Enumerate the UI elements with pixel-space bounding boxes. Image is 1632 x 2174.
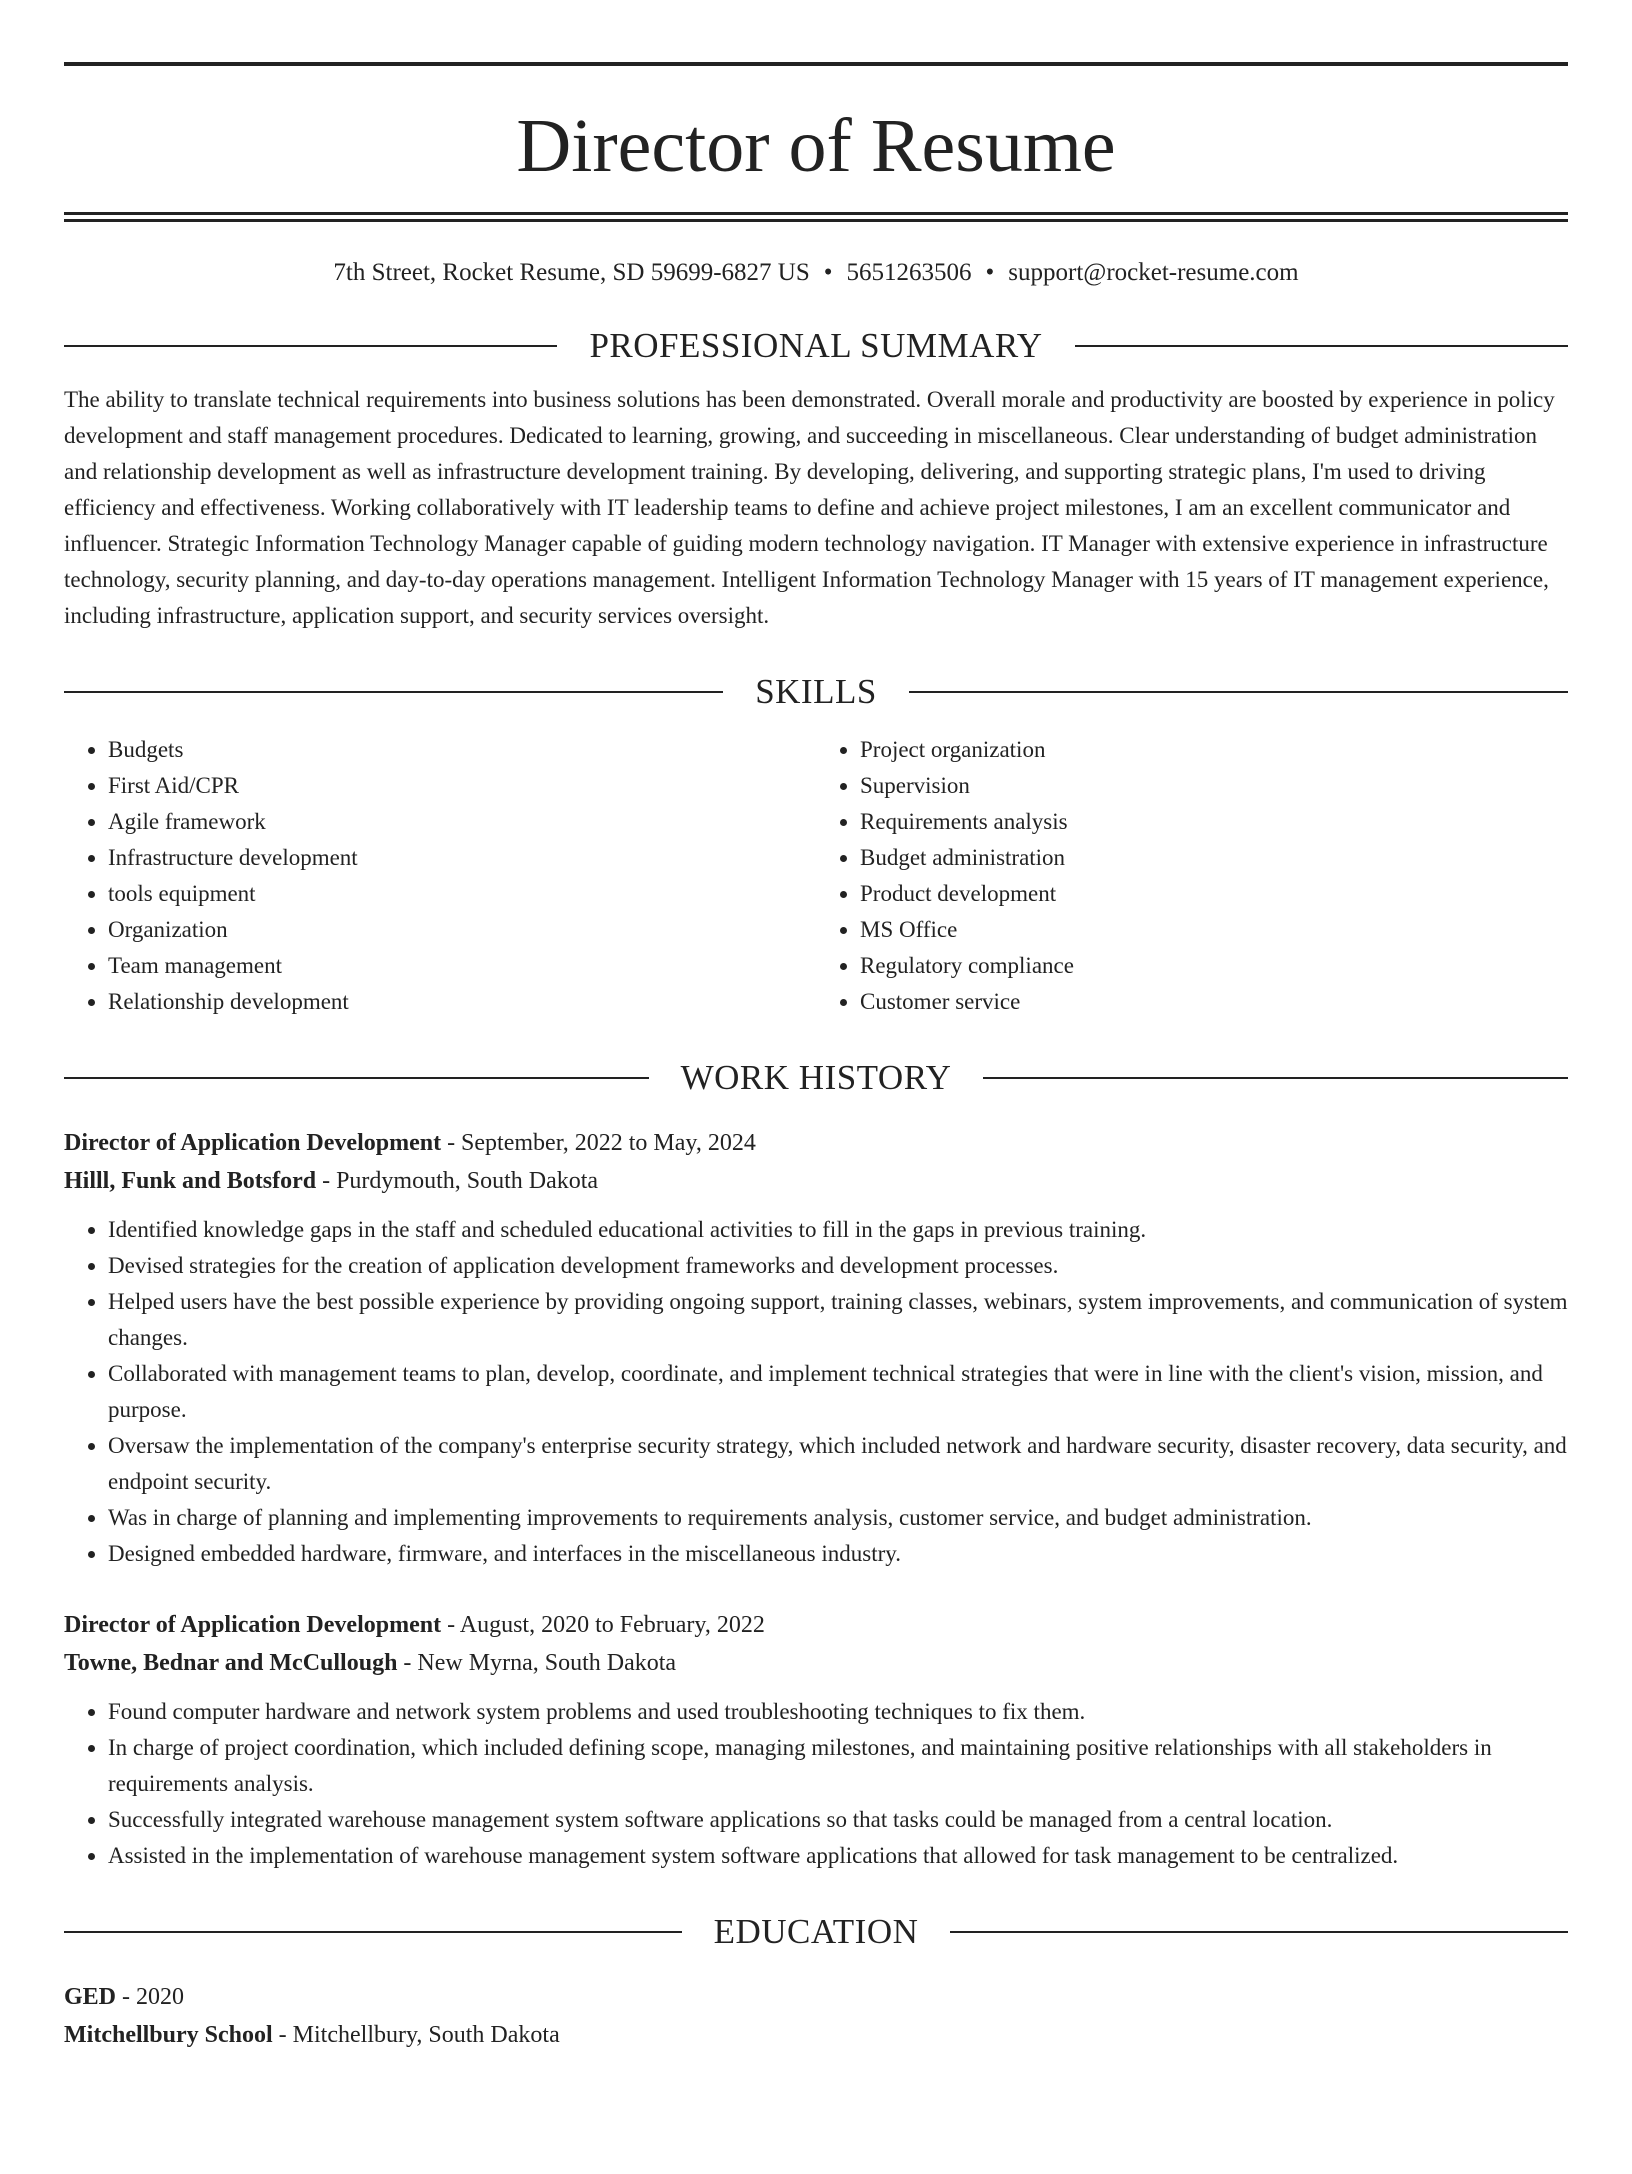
- skill-item: • Organization: [108, 912, 816, 948]
- contact-phone: 5651263506: [846, 259, 972, 286]
- summary-heading-title: PROFESSIONAL SUMMARY: [589, 326, 1043, 365]
- education-heading-title: EDUCATION: [713, 1912, 919, 1951]
- heading-rule-right: [1075, 345, 1568, 347]
- skill-item: • MS Office: [860, 912, 1568, 948]
- heading-rule-right: [909, 691, 1568, 693]
- job-bullet: • Oversaw the implementation of the company's enterprise security strategy, which included network and hardware security, disaster recovery, data security, and endpoint security.: [108, 1428, 1568, 1500]
- education-school: Mitchellbury School: [64, 2022, 273, 2048]
- education-school-line: [64, 2016, 1568, 2054]
- contact-line: [64, 258, 1568, 288]
- job-bullet: • Successfully integrated warehouse management system software applications so that tasks could be managed from a central location.: [108, 1802, 1568, 1838]
- job-dates: - August, 2020 to February, 2022: [441, 1612, 765, 1638]
- job-location: - Purdymouth, South Dakota: [316, 1168, 599, 1194]
- skill-item: • Requirements analysis: [860, 804, 1568, 840]
- work-heading-title: WORK HISTORY: [680, 1058, 952, 1097]
- skill-item: • tools equipment: [108, 876, 816, 912]
- skill-item: • Agile framework: [108, 804, 816, 840]
- job-bullet: • Devised strategies for the creation of application development frameworks and development processes.: [108, 1248, 1568, 1284]
- skill-item: • Budgets: [108, 732, 816, 768]
- heading-rule-left: [64, 691, 723, 693]
- top-rule: [64, 62, 1568, 66]
- contact-separator: •: [823, 259, 833, 286]
- job-bullet: • Helped users have the best possible experience by providing ongoing support, training classes, webinars, system improvements, and communication of system changes.: [108, 1284, 1568, 1356]
- job-entry: [64, 1124, 1568, 1572]
- job-location: - New Myrna, South Dakota: [397, 1650, 677, 1676]
- job-title-line: [64, 1606, 1568, 1644]
- skill-item: • Budget administration: [860, 840, 1568, 876]
- double-rule: [64, 212, 1568, 222]
- heading-rule-left: [64, 1077, 649, 1079]
- education-year: - 2020: [116, 1984, 185, 2010]
- summary-text: The ability to translate technical requirements into business solutions has been demonstrated. Overall morale and productivity are boosted by experience in policy development and staff management procedures. Dedicated to learning, growing, and succeeding in miscellaneous. Clear understanding of budget administration and relationship development as well as infrastructure development training. By developing, delivering, and supporting strategic plans, I'm used to driving efficiency and effectiveness. Working collaboratively with IT leadership teams to define and achieve project milestones, I am an excellent communicator and influencer. Strategic Information Technology Manager capable of guiding modern technology navigation. IT Manager with extensive experience in infrastructure technology, security planning, and day-to-day operations management. Intelligent Information Technology Manager with 15 years of IT management experience, including infrastructure, application support, and security services oversight.: [64, 387, 1555, 628]
- skill-item: • Product development: [860, 876, 1568, 912]
- skill-item: • Relationship development: [108, 984, 816, 1020]
- heading-rule-right: [983, 1077, 1568, 1079]
- job-company: Hilll, Funk and Botsford: [64, 1168, 317, 1194]
- education-degree: GED: [64, 1984, 117, 2010]
- skills-column-right: [816, 732, 1568, 1020]
- contact-separator: •: [985, 259, 995, 286]
- skills-heading-title: SKILLS: [755, 672, 877, 711]
- resume-page: [0, 62, 1632, 2174]
- job-bullet: • Found computer hardware and network system problems and used troubleshooting techniques to fix them.: [108, 1694, 1568, 1730]
- job-bullets: [64, 1212, 1568, 1572]
- skill-item: • Team management: [108, 948, 816, 984]
- skill-item: • Infrastructure development: [108, 840, 816, 876]
- job-company-line: [64, 1162, 1568, 1200]
- skill-item: • Regulatory compliance: [860, 948, 1568, 984]
- skills-column-left: [64, 732, 816, 1020]
- job-title: Director of Application Development: [64, 1612, 442, 1638]
- skills-list: [64, 732, 1568, 1020]
- job-title: Director of Application Development: [64, 1130, 442, 1156]
- skill-item: • Customer service: [860, 984, 1568, 1020]
- contact-address: 7th Street, Rocket Resume, SD 59699-6827 US: [333, 259, 810, 286]
- summary-heading: [64, 326, 1568, 366]
- job-bullet: • Identified knowledge gaps in the staff and scheduled educational activities to fill in the gaps in previous training.: [108, 1212, 1568, 1248]
- job-dates: - September, 2022 to May, 2024: [441, 1130, 756, 1156]
- resume-name: Director of Resume: [516, 104, 1116, 188]
- education-location: - Mitchellbury, South Dakota: [272, 2022, 560, 2048]
- job-bullet: • Designed embedded hardware, firmware, and interfaces in the miscellaneous industry.: [108, 1536, 1568, 1572]
- job-bullet: • Was in charge of planning and implementing improvements to requirements analysis, customer service, and budget administration.: [108, 1500, 1568, 1536]
- work-heading: [64, 1058, 1568, 1098]
- contact-email: support@rocket-resume.com: [1008, 259, 1299, 286]
- job-entry: [64, 1606, 1568, 1874]
- skill-item: • Supervision: [860, 768, 1568, 804]
- job-bullet: • Collaborated with management teams to plan, develop, coordinate, and implement technical strategies that were in line with the client's vision, mission, and purpose.: [108, 1356, 1568, 1428]
- job-title-line: [64, 1124, 1568, 1162]
- job-company-line: [64, 1644, 1568, 1682]
- education-degree-line: [64, 1978, 1568, 2016]
- education-entry: [64, 1978, 1568, 2054]
- skill-item: • First Aid/CPR: [108, 768, 816, 804]
- heading-rule-left: [64, 1931, 682, 1933]
- heading-rule-left: [64, 345, 557, 347]
- heading-rule-right: [950, 1931, 1568, 1933]
- job-bullet: • Assisted in the implementation of warehouse management system software applications that allowed for task management to be centralized.: [108, 1838, 1568, 1874]
- skill-item: • Project organization: [860, 732, 1568, 768]
- skills-heading: [64, 672, 1568, 712]
- job-company: Towne, Bednar and McCullough: [64, 1650, 398, 1676]
- job-bullet: • In charge of project coordination, which included defining scope, managing milestones, and maintaining positive relationships with all stakeholders in requirements analysis.: [108, 1730, 1568, 1802]
- job-bullets: [64, 1694, 1568, 1874]
- education-heading: [64, 1912, 1568, 1952]
